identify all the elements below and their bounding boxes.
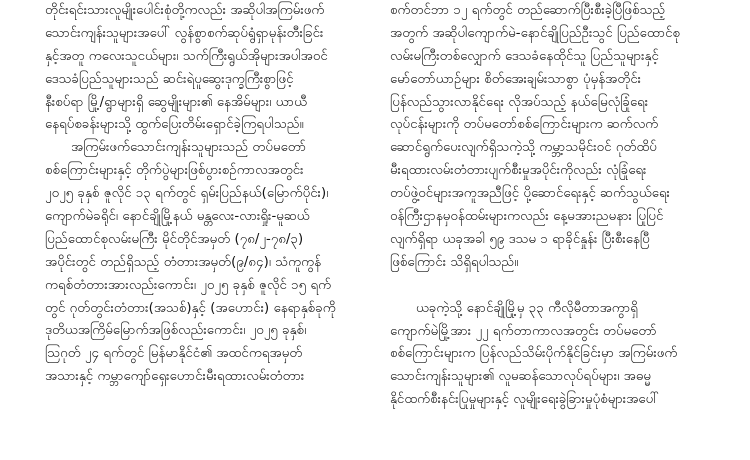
left-column-line: သြဂုတ် ၂၄ ရက်တွင် မြန်မာနိုင်ငံ၏ အထင်ကရအမှတ်: [45, 346, 303, 362]
left-column-line: တွင် ဂုတ်တွင်းတံတား(အသစ်)နှင့် (အဟောင်း) နေရာနှစ်ခုကို: [45, 300, 336, 316]
left-column-line: ကျောက်မဲခရိုင်၊ နောင်ချိုမြို့နယ် မန္တလေး-လားရှိုး-မူဆယ်: [45, 209, 310, 225]
right-column-line: ဆောင်ရွက်ပေးလျက်ရှိသကဲ့သို့ ကမ္ဘာ့သမိုင်းဝင် ဂုတ်ထိပ်: [390, 140, 657, 156]
left-column-line: နေရပ်စခန်းများသို့ ထွက်ပြေးတိမ်းရှောင်ခဲ့ကြရပါသည်။: [45, 117, 304, 133]
left-column-line: အပိုင်းတွင် တည်ရှိသည့် တံတားအမှတ်(၉/၈၄)၊ သံကူကွန်: [45, 254, 322, 270]
right-column-line: လုပ်ငန်းများကို တပ်မတော်စစ်ကြောင်းများက ဆက်လက်: [390, 117, 659, 133]
right-column-line: နိုင်ထက်စီးနင်းပြုမှုများနှင့် လူမျိုးရေးခွဲခြားမှုပုံစံများအပေါ်: [390, 392, 660, 408]
left-column-line: ၂၀၂၅ ခုနှစ် ဇူလိုင် ၁၃ ရက်တွင် ရှမ်းပြည်နယ်(မြောက်ပိုင်း)၊: [45, 186, 329, 202]
right-column-line: တပ်ဖွဲ့ဝင်များအကူအညီဖြင့် ပို့ဆောင်ရေးနှင့် ဆက်သွယ်ရေး: [390, 186, 670, 202]
right-text-column: [390, 0, 710, 412]
right-column-line: ယခုကဲ့သို့ နောင်ချိုမြို့မှ ၃၃ ကီလိုမီတာအကွာရှိ: [416, 300, 638, 316]
left-column-line: ပြည်ထောင်စုလမ်းမကြီး မိုင်တိုင်အမှတ် (၇၈/၂-၇၈/၃): [45, 231, 304, 247]
left-column-line: စစ်ကြောင်းများနှင့် တိုက်ပွဲများဖြစ်ပွားစဉ်ကာလအတွင်း: [45, 163, 304, 179]
right-column-line: ဖြစ်ကြောင်း သိရှိရပါသည်။: [390, 254, 519, 270]
right-column-line: စက်တင်ဘာ ၁၂ ရက်တွင် တည်ဆောက်ပြီးစီးခဲ့ပြီဖြစ်သည့်: [390, 3, 666, 18]
left-column-line: ဒေသခံပြည်သူများသည် ဆင်းရဲပူဆွေးဒုက္ခကြီးစွာဖြင့်: [45, 71, 294, 87]
right-column-line: မီးရထားလမ်းတံတားပျက်စီးမှုအပိုင်းကိုလည်း လုံခြုံရေး: [390, 163, 647, 179]
left-column-line: ကရစ်တံတားအားလည်းကောင်း၊ ၂၀၂၅ ခုနှစ် ဇူလိုင် ၁၅ ရက်: [45, 277, 332, 293]
right-column-line: သောင်းကျန်းသူများ၏ လူမဆန်သောလုပ်ရပ်များ၊ အဓမ္မ: [390, 369, 652, 385]
right-column-line: ကျောက်မဲမြို့အား ၂၂ ရက်တာကာလအတွင်း တပ်မတော်: [390, 323, 657, 339]
left-column-line: အကြမ်းဖက်သောင်းကျန်းသူများသည် တပ်မတော်: [71, 140, 307, 156]
right-column-line: လမ်းမကြီးတစ်လျှောက် ဒေသခံနေထိုင်သူ ပြည်သူများနှင့်: [390, 48, 659, 64]
right-column-line: လျက်ရှိရာ ယခုအခါ ၅၉ ဒသမ ၁ ရာခိုင်နှုန်း ပြီးစီးနေပြီ: [390, 231, 650, 247]
right-column-line: ဝန်ကြီးဌာနမှဝန်ထမ်းများကလည်း နေ့မအားညမနား ပြုပြင်: [390, 209, 664, 225]
right-column-line: မော်တော်ယာဉ်များ စိတ်အေးချမ်းသာစွာ ပုံမှန်အတိုင်း: [390, 71, 642, 87]
right-column-line: ပြန်လည်သွားလာနိုင်ရေး လိုအပ်သည့် နယ်မြေလုံခြုံရေး: [390, 94, 649, 110]
left-column-line: သောင်းကျန်းသူများအပေါ် လွန်စွာစက်ဆုပ်ရွံရှာမုန်းတီးခြင်း: [45, 25, 324, 41]
left-column-line: တိုင်းရင်းသားလူမျိုးပေါင်းစုံတို့ကလည်း အဆိုပါအကြမ်းဖက်: [45, 3, 325, 18]
right-column-line: စစ်ကြောင်းများက ပြန်လည်သိမ်းပိုက်နိုင်ခြင်းမှာ အကြမ်းဖက်: [390, 346, 678, 362]
left-column-line: ဒုတိယအကြိမ်မြောက်အဖြစ်လည်းကောင်း၊ ၂၀၂၅ ခုနှစ်၊: [45, 323, 307, 339]
left-column-line: အသားနှင့် ကမ္ဘာကျော်ရှေးဟောင်းမီးရထားလမ်းတံတား: [45, 369, 305, 385]
right-column-line: အတွက် အဆိုပါကျောက်မဲ-နောင်ချိုပြည်ဦးသွင် ပြည်ထောင်စု: [390, 25, 681, 41]
left-text-column: [45, 0, 365, 389]
left-column-line: နီးစပ်ရာ မြို့/ရွာများရှိ ဆွေမျိုးများ၏ နေအိမ်များ၊ ယာယီ: [45, 94, 307, 110]
left-column-line: နှင့်အတူ ကလေးသူငယ်များ၊ သက်ကြီးရွယ်အိုများအပါအဝင်: [45, 48, 328, 64]
